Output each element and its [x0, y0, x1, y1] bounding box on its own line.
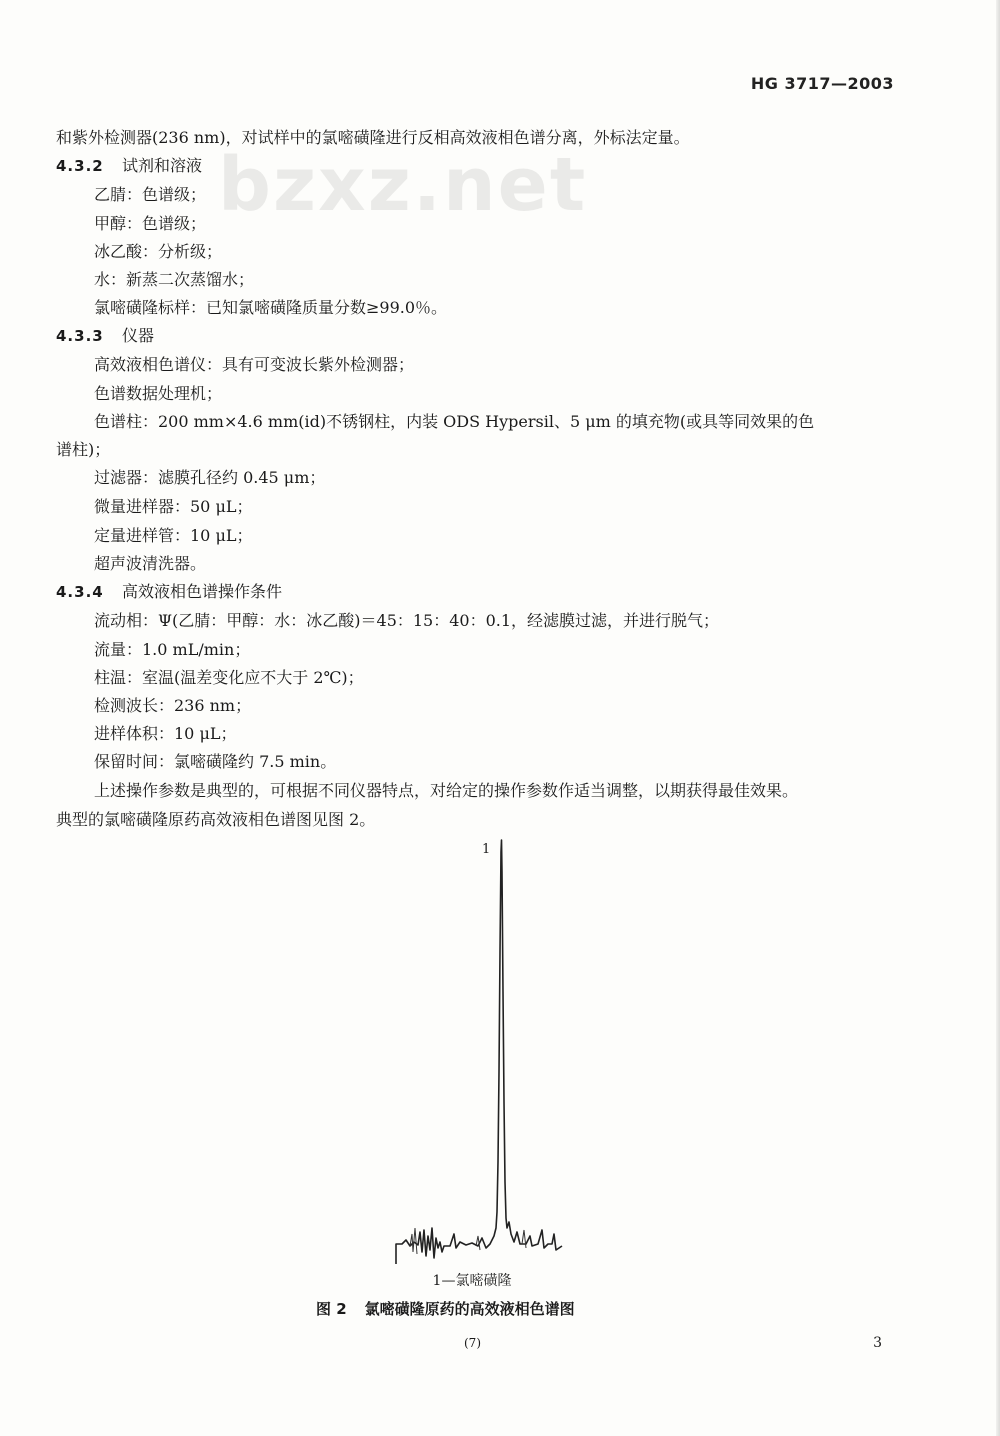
section-title: 仪器: [122, 326, 155, 345]
reagent-methanol: 甲醇：色谱级；: [94, 214, 207, 233]
section-title: 高效液相色谱操作条件: [122, 582, 283, 601]
reagent-acetonitrile: 乙腈：色谱级；: [94, 185, 207, 204]
instrument-loop: 定量进样管：10 μL；: [94, 526, 253, 545]
inner-page-number: (7): [464, 1336, 481, 1350]
legend-text: 1—氯嘧磺隆: [432, 1273, 512, 1289]
section-number: 4.3.4: [56, 583, 104, 601]
intro-line: 和紫外检测器(236 nm)，对试样中的氯嘧磺隆进行反相高效液相色谱分离，外标法定量。: [56, 128, 690, 147]
instrument-filter: 过滤器：滤膜孔径约 0.45 μm；: [94, 468, 326, 487]
section-title: 试剂和溶液: [122, 156, 203, 175]
instrument-hplc: 高效液相色谱仪：具有可变波长紫外检测器；: [94, 355, 415, 374]
condition-injection-volume: 进样体积：10 μL；: [94, 724, 237, 743]
reagent-acetic-acid: 冰乙酸：分析级；: [94, 242, 223, 261]
reagent-standard: 氯嘧磺隆标样：已知氯嘧磺隆质量分数≥99.0％。: [94, 298, 448, 317]
watermark: bzxz.net: [218, 142, 588, 228]
condition-mobile-phase: 流动相：Ψ(乙腈：甲醇：水：冰乙酸)＝45：15：40：0.1，经滤膜过滤，并进行脱气；: [94, 611, 720, 630]
reagent-water: 水：新蒸二次蒸馏水；: [94, 270, 255, 289]
section-heading-4-3-3: [56, 326, 154, 346]
instrument-column-cont: 谱柱)；: [56, 440, 111, 459]
condition-retention-time: 保留时间：氯嘧磺隆约 7.5 min。: [94, 752, 337, 771]
instrument-microsyringe: 微量进样器：50 μL；: [94, 497, 253, 516]
section-heading-4-3-4: [56, 582, 282, 602]
standard-code: HG 3717—2003: [750, 74, 894, 93]
condition-column-temp: 柱温：室温(温差变化应不大于 2℃)；: [94, 668, 364, 687]
instrument-data-processor: 色谱数据处理机；: [94, 384, 223, 403]
condition-wavelength: 检测波长：236 nm；: [94, 696, 252, 715]
figure-number: 图 2: [316, 1300, 347, 1318]
peak-label: 1: [482, 842, 491, 857]
figure-title: 氯嘧磺隆原药的高效液相色谱图: [364, 1300, 575, 1318]
page-number: 3: [873, 1335, 882, 1351]
paragraph-figure-ref: 典型的氯嘧磺隆原药高效液相色谱图见图 2。: [56, 810, 376, 829]
condition-flow-rate: 流量：1.0 mL/min；: [94, 640, 251, 659]
section-number: 4.3.2: [56, 157, 104, 175]
paragraph-note: 上述操作参数是典型的，可根据不同仪器特点，对给定的操作参数作适当调整，以期获得最佳效果。: [94, 781, 799, 800]
figure-legend: [0, 1270, 1000, 1290]
section-number: 4.3.3: [56, 327, 104, 345]
chromatogram: [380, 832, 580, 1270]
section-heading-4-3-2: [56, 156, 202, 176]
instrument-ultrasonic: 超声波清洗器。: [94, 554, 207, 573]
instrument-column: 色谱柱：200 mm×4.6 mm(id)不锈钢柱，内装 ODS Hypersil、5 μm 的填充物(或具等同效果的色: [94, 412, 815, 431]
figure-caption: [316, 1298, 575, 1319]
chromatogram-trace: [396, 840, 562, 1264]
